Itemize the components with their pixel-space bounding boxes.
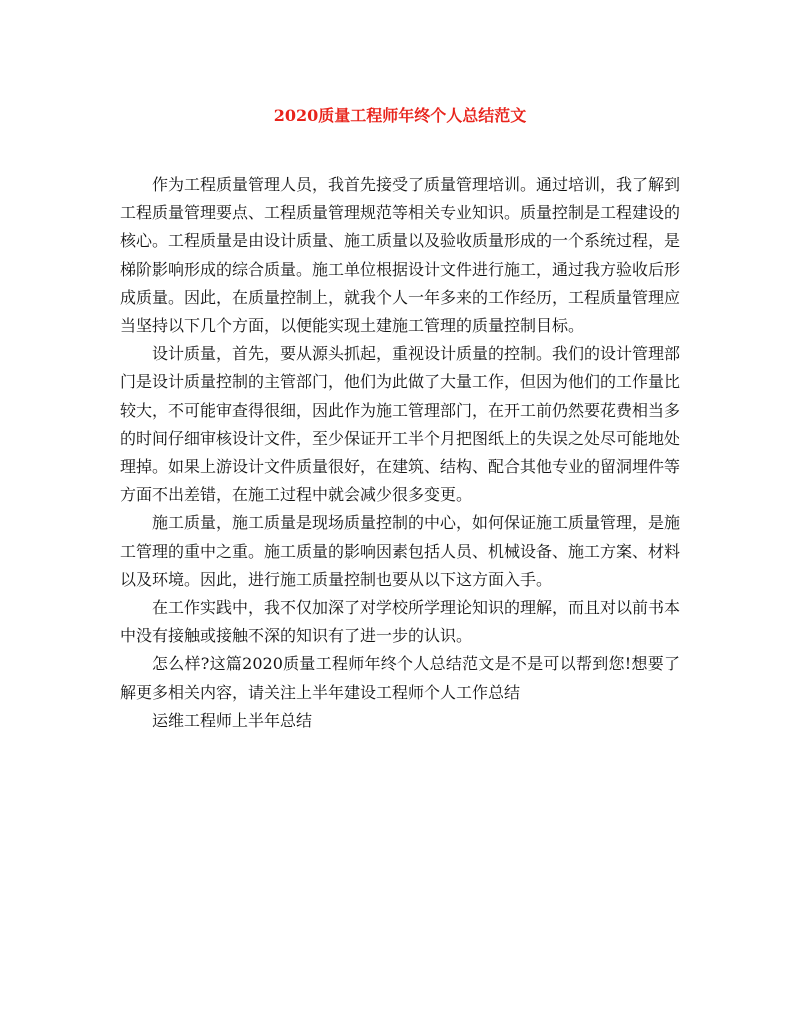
paragraph-closing: 怎么样?这篇2020质量工程师年终个人总结范文是不是可以帮到您!想要了解更多相关内容，请关注上半年建设工程师个人工作总结 — [120, 654, 680, 702]
paragraph-work-practice: 在工作实践中，我不仅加深了对学校所学理论知识的理解，而且对以前书本中没有接触或接触不深的知识有了进一步的认识。 — [120, 598, 681, 646]
paragraph-related-title: 运维工程师上半年总结 — [152, 710, 313, 730]
paragraph-design-quality: 设计质量，首先，要从源头抓起，重视设计质量的控制。我们的设计管理部门是设计质量控制的主管部门，他们为此做了大量工作，但因为他们的工作量比较大，不可能审查得很细，因此作为施工管理部门，在开工前仍然要花费相当多的时间仔细审核设计文件，至少保证开工半个月把图纸上的失误之处尽可能地处理掉。如果上游设计文件质量很好，在建筑、结构、配合其他专业的留洞埋件等方面不出差错，在施工过程中就会减少很多变更。 — [120, 344, 681, 505]
paragraph-intro: 作为工程质量管理人员，我首先接受了质量管理培训。通过培训，我了解到工程质量管理要点、工程质量管理规范等相关专业知识。质量控制是工程建设的核心。工程质量是由设计质量、施工质量以及验收质量形成的一个系统过程，是梯阶影响形成的综合质量。施工单位根据设计文件进行施工，通过我方验收后形成质量。因此，在质量控制上，就我个人一年多来的工作经历，工程质量管理应当坚持以下几个方面，以便能实现土建施工管理的质量控制目标。 — [120, 175, 681, 336]
document-title: 2020质量工程师年终个人总结范文 — [273, 106, 527, 125]
paragraph-construction-quality: 施工质量，施工质量是现场质量控制的中心，如何保证施工质量管理，是施工管理的重中之重。施工质量的影响因素包括人员、机械设备、施工方案、材料以及环境。因此，进行施工质量控制也要从以下这方面入手。 — [120, 513, 681, 589]
